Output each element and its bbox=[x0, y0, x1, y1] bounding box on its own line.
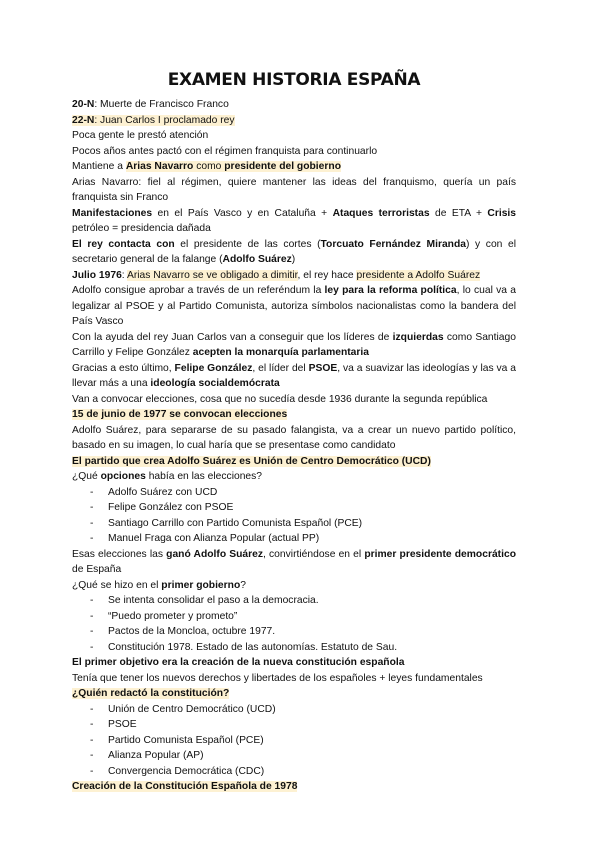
highlight: Arias Navarro como presidente del gobierno bbox=[125, 161, 341, 172]
line-nuevo-partido: Adolfo Suárez, para separarse de su pasado falangista, va a crear un nuevo partido político, basado en su imagen, lo cual haría que se presentase como candidato bbox=[72, 424, 516, 451]
line-derechos: Tenía que tener los nuevos derechos y libertades de los españoles + leyes fundamentales bbox=[72, 672, 483, 684]
list-item: - Manuel Fraga con Alianza Popular (actual PP) bbox=[72, 531, 516, 547]
line-gano: Esas elecciones las ganó Adolfo Suárez, convirtiéndose en el primer presidente democrático de España bbox=[72, 548, 516, 575]
highlight: Creación de la Constitución Española de 1978 bbox=[72, 781, 298, 792]
line-primer-gobierno: ¿Qué se hizo en el primer gobierno? bbox=[72, 579, 246, 591]
highlight: ¿Quién redactó la constitución? bbox=[72, 688, 230, 699]
document-page bbox=[72, 70, 516, 795]
highlight: Arias Navarro se ve obligado a dimitir bbox=[126, 269, 298, 281]
line-referendum: Adolfo consigue aprobar a través de un referéndum la ley para la reforma política, lo cual va a legalizar al PSOE y al Partido Comunista, autoriza símbolos nacionalistas como la bandera del País Vasco bbox=[72, 285, 516, 327]
highlight: 15 de junio de 1977 se convocan elecciones bbox=[72, 409, 288, 420]
government-list bbox=[72, 593, 516, 655]
options-list bbox=[72, 485, 516, 547]
line-manifestaciones: Manifestaciones en el País Vasco y en Cataluña + Ataques terroristas de ETA + Crisis petróleo = presidencia dañada bbox=[72, 207, 517, 234]
list-item: - Santiago Carrillo con Partido Comunista Español (PCE) bbox=[72, 516, 516, 532]
line-22n bbox=[72, 113, 516, 129]
highlight: 22-N: Juan Carlos I proclamado rey bbox=[72, 114, 235, 126]
line-julio-1976: Julio 1976: Arias Navarro se ve obligado a dimitir, el rey hace presidente a Adolfo Suárez bbox=[72, 269, 481, 281]
line-izquierdas: Con la ayuda del rey Juan Carlos van a conseguir que los líderes de izquierdas como Santiago Carrillo y Felipe González acepten la monarquía parlamentaria bbox=[72, 331, 516, 358]
drafters-list bbox=[72, 702, 516, 780]
line-mantiene: Mantiene a Arias Navarro como presidente del gobierno bbox=[72, 161, 341, 172]
list-item: - Pactos de la Moncloa, octubre 1977. bbox=[72, 624, 516, 640]
line-atencion: Poca gente le prestó atención bbox=[72, 130, 209, 141]
list-item: - Partido Comunista Español (PCE) bbox=[72, 733, 516, 749]
line-ucd bbox=[72, 454, 516, 470]
line-pacto: Pocos años antes pactó con el régimen franquista para continuarlo bbox=[72, 145, 378, 157]
list-item: - Se intenta consolidar el paso a la democracia. bbox=[72, 593, 516, 609]
list-item: - Constitución 1978. Estado de las autonomías. Estatuto de Sau. bbox=[72, 640, 516, 656]
list-item: - Alianza Popular (AP) bbox=[72, 748, 516, 764]
list-item: - “Puedo prometer y prometo” bbox=[72, 609, 516, 625]
line-objetivo: El primer objetivo era la creación de la nueva constitución española bbox=[72, 657, 405, 668]
page-title: EXAMEN HISTORIA ESPAÑA bbox=[167, 70, 421, 90]
line-20n: 20-N: Muerte de Francisco Franco bbox=[72, 99, 229, 110]
list-item: - Convergencia Democrática (CDC) bbox=[72, 764, 516, 780]
list-item: - Felipe González con PSOE bbox=[72, 500, 516, 516]
line-quien-redacto bbox=[72, 686, 516, 702]
line-15-junio bbox=[72, 407, 516, 423]
list-item: - Adolfo Suárez con UCD bbox=[72, 485, 516, 501]
highlight: presidente a Adolfo Suárez bbox=[356, 269, 481, 281]
list-item: - PSOE bbox=[72, 717, 516, 733]
line-arias: Arias Navarro: fiel al régimen, quiere mantener las ideas del franquismo, quería un país franquista sin Franco bbox=[72, 176, 516, 203]
list-item: - Unión de Centro Democrático (UCD) bbox=[72, 702, 516, 718]
line-rey-contacta: El rey contacta con el presidente de las cortes (Torcuato Fernández Miranda) y con el secretario general de la falange (Adolfo Suárez) bbox=[72, 238, 517, 265]
line-opciones: ¿Qué opciones había en las elecciones? bbox=[72, 471, 263, 482]
highlight: El partido que crea Adolfo Suárez es Unión de Centro Democrático (UCD) bbox=[72, 455, 431, 467]
line-creacion bbox=[72, 779, 516, 795]
line-convocar: Van a convocar elecciones, cosa que no sucedía desde 1936 durante la segunda república bbox=[72, 393, 488, 405]
line-felipe: Gracias a esto último, Felipe González, el líder del PSOE, va a suavizar las ideologías y las va a llevar más a una ideología socialdemócrata bbox=[72, 362, 516, 389]
